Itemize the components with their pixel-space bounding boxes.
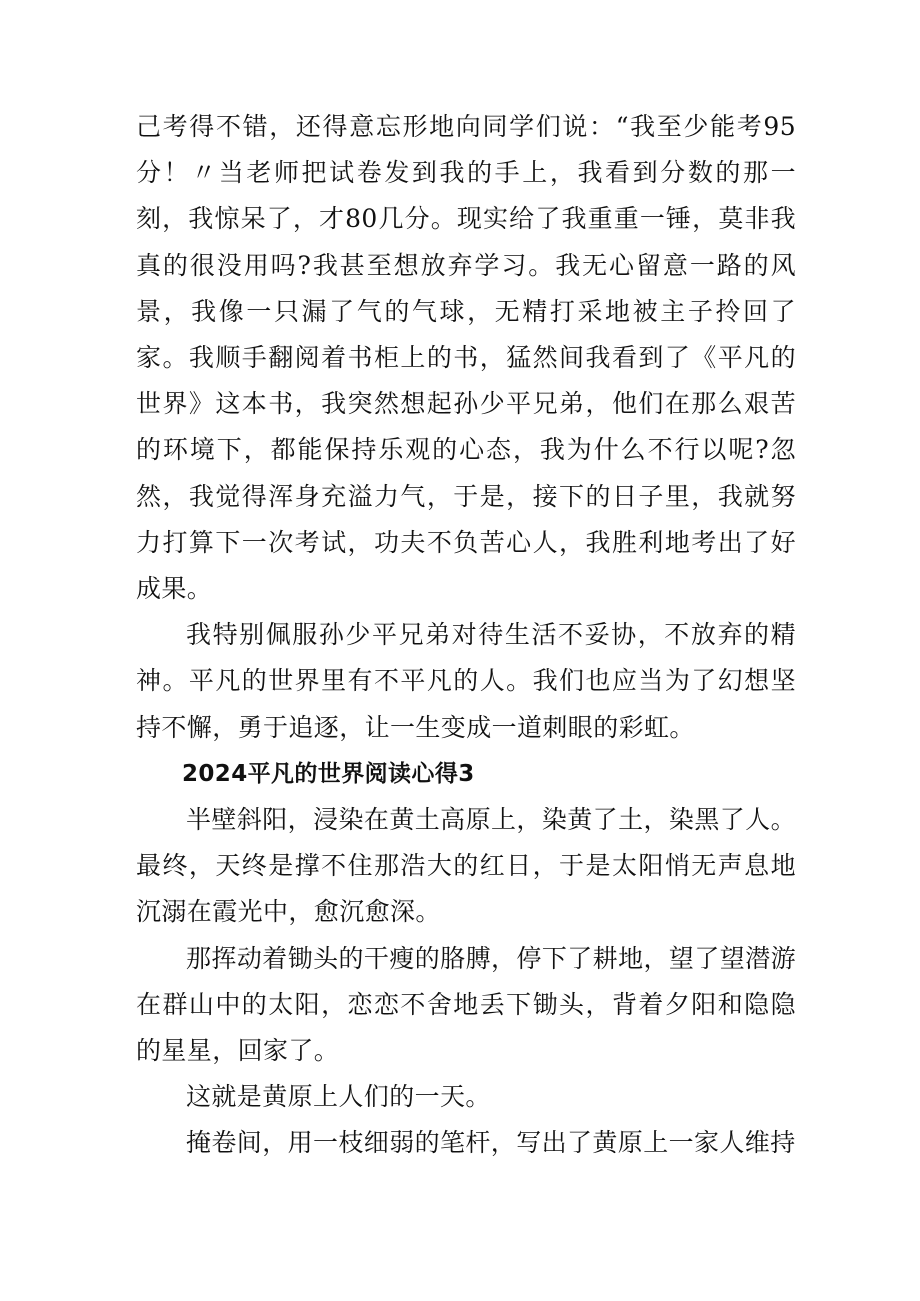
paragraph-6: 掩卷间，用一枝细弱的笔杆，写出了黄原上一家人维持 xyxy=(186,1128,796,1158)
section-heading: 2024平凡的世界阅读心得3 xyxy=(182,760,475,787)
paragraph-2: 我特别佩服孙少平兄弟对待生活不妥协，不放弃的精神。平凡的世界里有不平凡的人。我们也应当为了幻想坚持不懈，勇于追逐，让一生变成一道刺眼的彩虹。 xyxy=(136,620,796,742)
paragraph-3: 半壁斜阳，浸染在黄土高原上，染黄了土，染黑了人。最终，天终是撑不住那浩大的红日，于是太阳悄无声息地沉溺在霞光中，愈沉愈深。 xyxy=(136,805,796,927)
paragraph-5: 这就是黄原上人们的一天。 xyxy=(186,1082,491,1112)
paragraph-1: 己考得不错，还得意忘形地向同学们说：“我至少能考95分！〃当老师把试卷发到我的手上，我看到分数的那一刻，我惊呆了，才80几分。现实给了我重重一锤，莫非我真的很没用吗?我甚至想放弃学习。我无心留意一路的风景，我像一只漏了气的气球，无精打采地被主子拎回了家。我顺手翻阅着书柜上的书，猛然间我看到了《平凡的世界》这本书，我突然想起孙少平兄弟，他们在那么艰苦的环境下，都能保持乐观的心态，我为什么不行以呢?忽然，我觉得浑身充溢力气，于是，接下的日子里，我就努力打算下一次考试，功夫不负苦心人，我胜利地考出了好成果。 xyxy=(136,112,796,604)
document-body xyxy=(136,104,796,1167)
paragraph-4: 那挥动着锄头的干瘦的胳膊，停下了耕地，望了望潜游在群山中的太阳，恋恋不舍地丢下锄头，背着夕阳和隐隐的星星，回家了。 xyxy=(136,943,796,1066)
